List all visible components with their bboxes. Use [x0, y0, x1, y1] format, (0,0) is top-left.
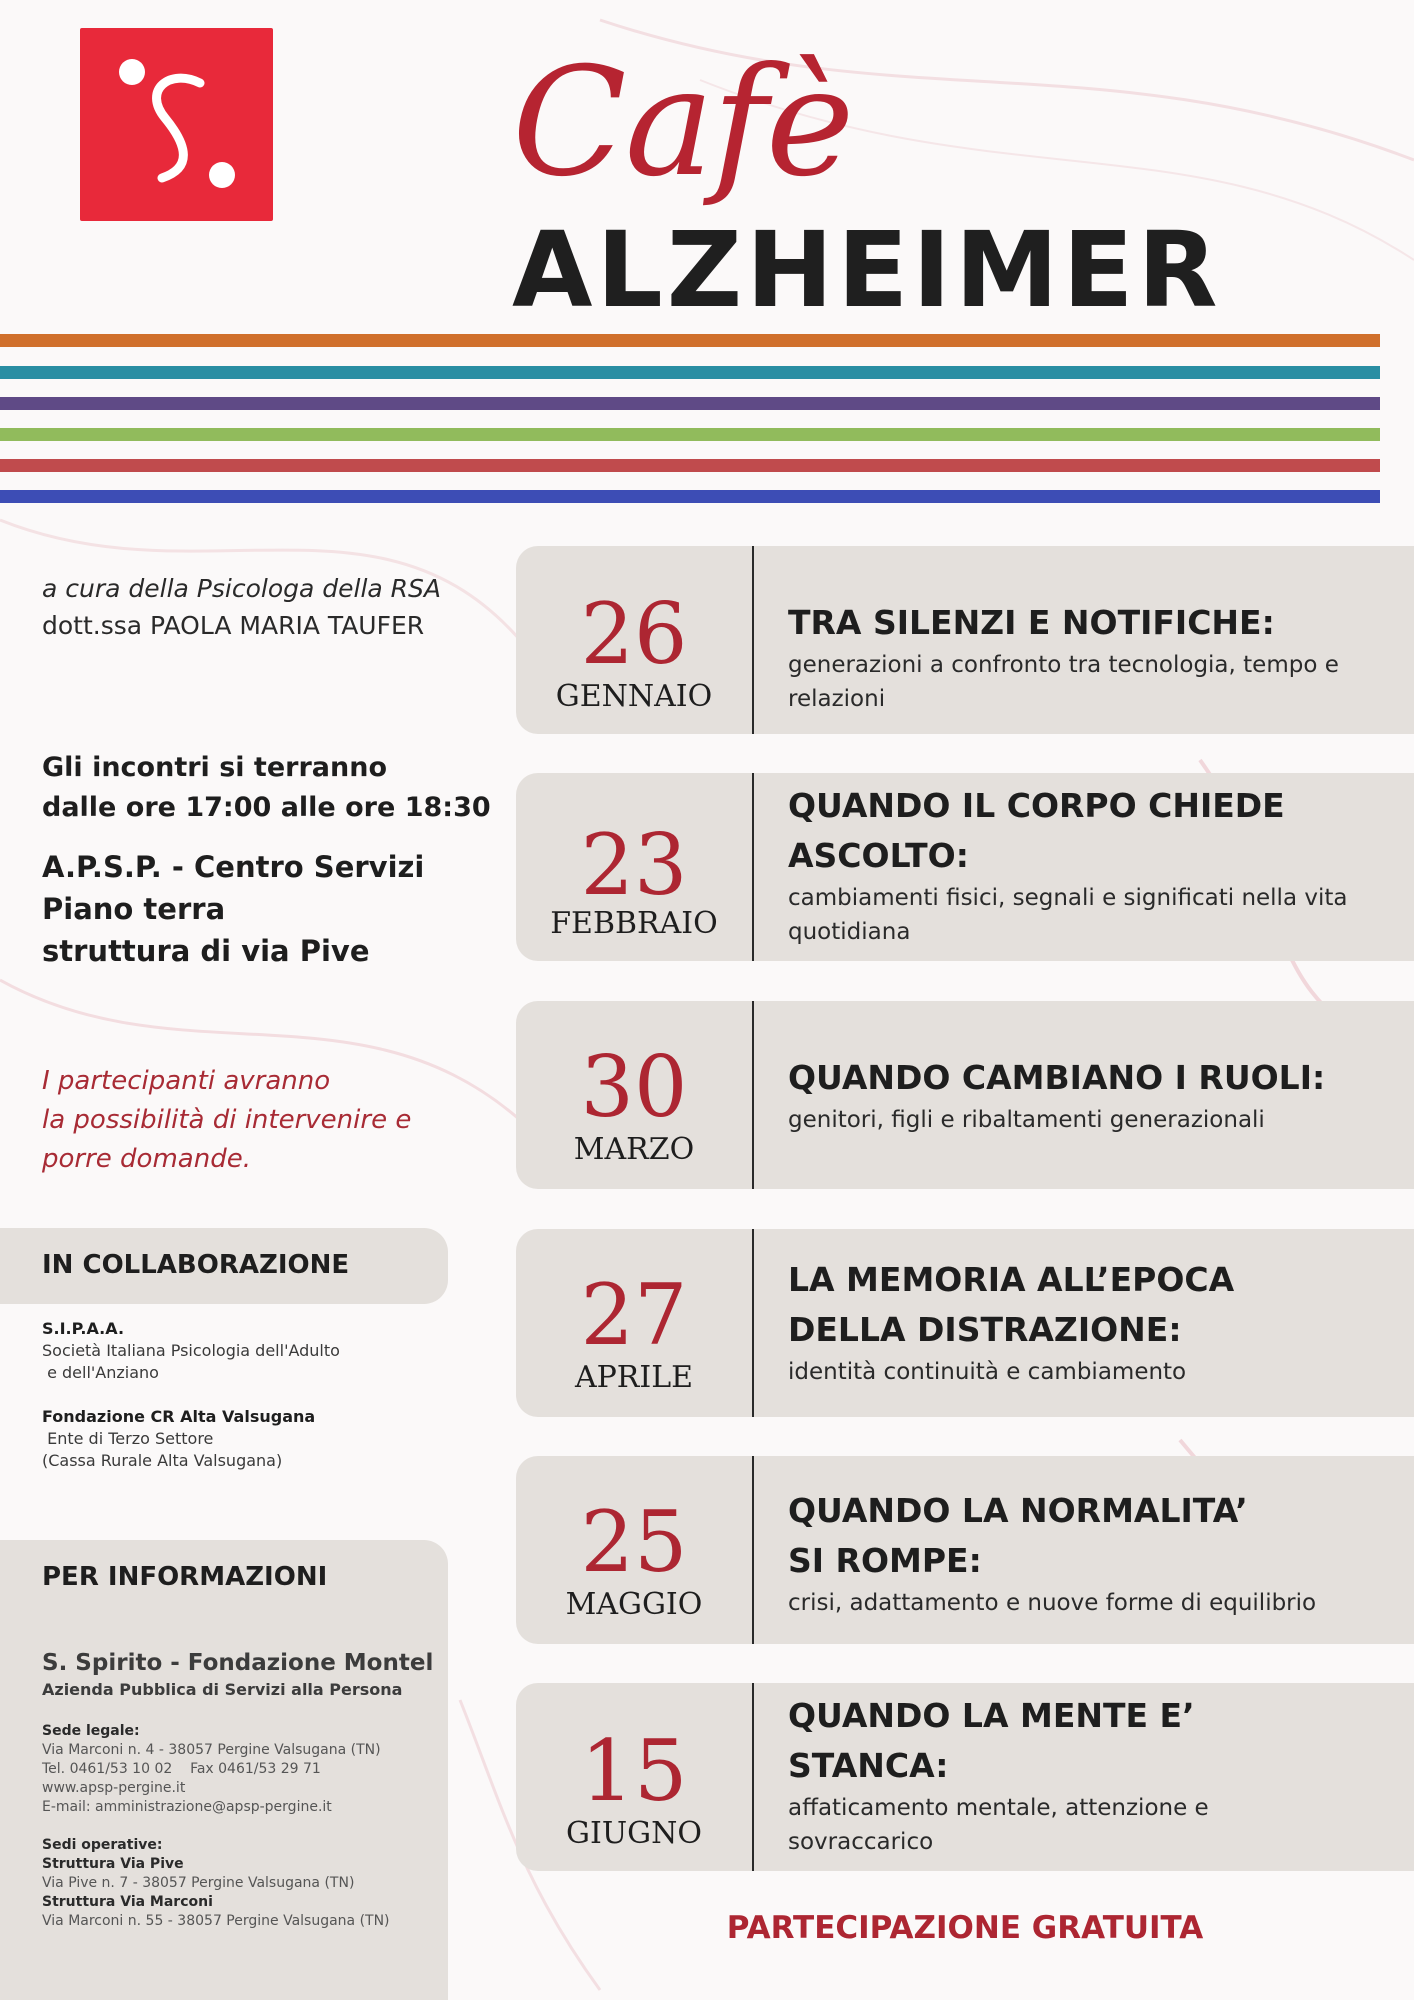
event-subtitle: relazioni — [788, 686, 886, 712]
title-main: ALZHEIMER — [512, 209, 1222, 331]
event-card — [516, 1456, 1414, 1644]
website-link[interactable]: www.apsp-pergine.it — [42, 1780, 186, 1796]
participation-note — [42, 1062, 411, 1179]
event-subtitle: crisi, adattamento e nuove forme di equilibrio — [788, 1590, 1317, 1616]
event-month: GENNAIO — [555, 679, 713, 714]
contact-details — [42, 1722, 390, 1931]
note-line: la possibilità di intervenire e — [42, 1105, 412, 1135]
collaboration-list — [42, 1318, 340, 1472]
venue-line: A.P.S.P. - Centro Servizi — [42, 850, 425, 884]
event-month: MARZO — [573, 1132, 695, 1167]
event-divider — [752, 546, 754, 734]
site-address: Via Marconi n. 55 - 38057 Pergine Valsugana (TN) — [42, 1913, 390, 1929]
title-script: Cafè — [512, 36, 853, 210]
event-day: 30 — [580, 1038, 688, 1136]
event-card — [516, 1229, 1414, 1417]
event-day: 23 — [580, 816, 688, 914]
stripe-teal — [0, 366, 1380, 379]
note-line: I partecipanti avranno — [42, 1066, 331, 1096]
event-subtitle: cambiamenti fisici, segnali e significati nella vita — [788, 885, 1348, 911]
event-subtitle: sovraccarico — [788, 1829, 934, 1855]
event-card — [516, 1683, 1414, 1871]
event-day: 15 — [580, 1722, 688, 1820]
event-subtitle: genitori, figli e ribaltamenti generazionali — [788, 1107, 1265, 1133]
event-title: SI ROMPE: — [788, 1541, 982, 1580]
partner-line: e dell'Anziano — [42, 1363, 159, 1382]
venue-line: Piano terra — [42, 892, 226, 926]
schedule-info — [42, 748, 491, 828]
event-text — [788, 1691, 1388, 1859]
schedule-line: dalle ore 17:00 alle ore 18:30 — [42, 792, 491, 823]
event-month: FEBBRAIO — [550, 906, 718, 941]
event-divider — [752, 1229, 754, 1417]
event-divider — [752, 1001, 754, 1189]
event-month: MAGGIO — [565, 1587, 703, 1622]
org-subtitle: Azienda Pubblica di Servizi alla Persona — [42, 1680, 403, 1699]
org-name: S. Spirito - Fondazione Montel — [42, 1650, 434, 1676]
event-text — [788, 598, 1388, 716]
event-text — [788, 1255, 1388, 1389]
operative-label: Sedi operative: — [42, 1837, 163, 1853]
event-day: 26 — [580, 585, 688, 683]
legal-label: Sede legale: — [42, 1723, 140, 1739]
curated-by — [42, 570, 441, 644]
site-label: Struttura Via Marconi — [42, 1894, 213, 1910]
free-participation: PARTECIPAZIONE GRATUITA — [726, 1910, 1204, 1946]
doctor-name: dott.ssa PAOLA MARIA TAUFER — [42, 611, 425, 640]
stripe-purple — [0, 397, 1380, 410]
partner-name: Fondazione CR Alta Valsugana — [42, 1407, 316, 1426]
stripe-green — [0, 428, 1380, 441]
partner-line: Società Italiana Psicologia dell'Adulto — [42, 1341, 340, 1360]
collaboration-title: IN COLLABORAZIONE — [42, 1250, 350, 1280]
event-divider — [752, 1456, 754, 1644]
email-link[interactable]: E-mail: amministrazione@apsp-pergine.it — [42, 1799, 332, 1815]
site-label: Struttura Via Pive — [42, 1856, 184, 1872]
collaboration-header — [0, 1228, 448, 1304]
event-title: TRA SILENZI E NOTIFICHE: — [788, 603, 1275, 642]
event-card — [516, 546, 1414, 734]
event-title: QUANDO CAMBIANO I RUOLI: — [788, 1058, 1326, 1097]
logo — [80, 28, 273, 221]
event-divider — [752, 773, 754, 961]
event-day: 25 — [580, 1493, 688, 1591]
venue-info — [42, 846, 424, 972]
info-panel — [0, 1540, 448, 2000]
event-month: GIUGNO — [566, 1816, 702, 1851]
legal-address: Via Marconi n. 4 - 38057 Pergine Valsugana (TN) — [42, 1742, 381, 1758]
event-subtitle: affaticamento mentale, attenzione e — [788, 1795, 1209, 1821]
stripe-blue — [0, 490, 1380, 503]
event-title: LA MEMORIA ALL’EPOCA — [788, 1260, 1235, 1299]
event-subtitle: quotidiana — [788, 919, 911, 945]
event-title: STANCA: — [788, 1746, 949, 1785]
event-title: ASCOLTO: — [788, 836, 969, 875]
curated-by-label: a cura della Psicologa della RSA — [42, 574, 442, 603]
event-title: DELLA DISTRAZIONE: — [788, 1310, 1182, 1349]
event-subtitle: identità continuità e cambiamento — [788, 1359, 1187, 1385]
note-line: porre domande. — [42, 1144, 251, 1174]
event-divider — [752, 1683, 754, 1871]
info-title: PER INFORMAZIONI — [42, 1562, 328, 1592]
phone-fax: Tel. 0461/53 10 02 Fax 0461/53 29 71 — [42, 1761, 321, 1777]
partner-line: (Cassa Rurale Alta Valsugana) — [42, 1451, 283, 1470]
stripe-orange — [0, 334, 1380, 347]
partner-name: S.I.P.A.A. — [42, 1319, 125, 1338]
event-text — [788, 1486, 1388, 1620]
event-month: APRILE — [574, 1360, 694, 1395]
event-card — [516, 773, 1414, 961]
partner-line: Ente di Terzo Settore — [42, 1429, 214, 1448]
stripe-red — [0, 459, 1380, 472]
event-subtitle: generazioni a confronto tra tecnologia, tempo e — [788, 652, 1339, 678]
event-text — [788, 781, 1388, 949]
event-title: QUANDO LA NORMALITA’ — [788, 1491, 1248, 1530]
event-title: QUANDO IL CORPO CHIEDE — [788, 786, 1285, 825]
event-day: 27 — [580, 1266, 688, 1364]
schedule-line: Gli incontri si terranno — [42, 752, 387, 783]
venue-line: struttura di via Pive — [42, 934, 370, 968]
event-text — [788, 1053, 1388, 1137]
event-title: QUANDO LA MENTE E’ — [788, 1696, 1195, 1735]
event-card — [516, 1001, 1414, 1189]
s-logo-icon — [80, 28, 273, 221]
site-address: Via Pive n. 7 - 38057 Pergine Valsugana (TN) — [42, 1875, 355, 1891]
